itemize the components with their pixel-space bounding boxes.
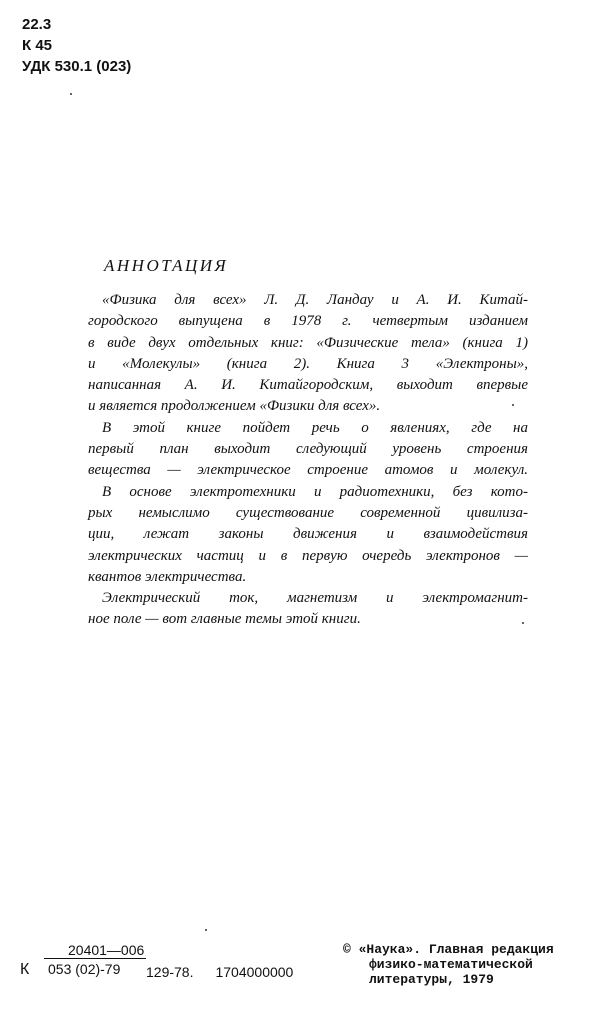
text-line: Электрический ток, магнетизм и электромагнит-	[102, 590, 528, 607]
udc-code: УДК 530.1 (023)	[22, 58, 132, 75]
imprint-denominator: 053 (02)-79	[48, 961, 121, 977]
imprint-letter: К	[20, 961, 30, 978]
bbk-code: 22.3	[22, 16, 52, 33]
publisher-line-1: © «Наука». Главная редакция	[343, 942, 554, 957]
abstract-paragraph-1	[88, 290, 528, 418]
text-line: ное поле — вот главные темы этой книги.	[88, 611, 361, 628]
text-line: городского выпущена в 1978 г. четвертым изданием	[88, 313, 528, 330]
text-line: и является продолжением «Физики для всех».	[88, 398, 381, 415]
publisher-copyright	[343, 942, 554, 987]
abstract-paragraph-3	[88, 588, 528, 631]
print-speck	[522, 622, 524, 624]
imprint-code-1: 129-78.	[146, 964, 194, 980]
text-line: в виде двух отдельных книг: «Физические тела» (книга 1)	[88, 334, 528, 351]
imprint-code-2: 1704000000	[215, 964, 294, 980]
text-line: рых немыслимо существование современной цивилиза-	[88, 504, 528, 521]
classification-codes	[22, 14, 131, 77]
imprint-codes	[146, 964, 315, 980]
publisher-line-3: литературы, 1979	[369, 972, 494, 987]
print-speck	[70, 93, 72, 95]
imprint-numerator: 20401—006	[44, 940, 146, 959]
text-line: вещества — электрическое строение атомов и молекул.	[88, 462, 528, 479]
text-line: написанная А. И. Китайгородским, выходит впервые	[88, 377, 528, 394]
print-speck	[512, 404, 514, 406]
author-mark: К 45	[22, 37, 53, 54]
imprint-fraction	[44, 940, 146, 977]
publisher-line-2: физико-математической	[369, 957, 533, 972]
text-line: В этой книге пойдет речь о явлениях, где на	[102, 419, 528, 436]
text-line: и «Молекулы» (книга 2). Книга 3 «Электроны»,	[88, 355, 528, 372]
text-line: ции, лежат законы движения и взаимодействия	[88, 526, 528, 543]
text-line: В основе электротехники и радиотехники, без кото-	[102, 483, 528, 500]
print-speck	[205, 929, 207, 931]
text-line: «Физика для всех» Л. Д. Ландау и А. И. Китай-	[102, 292, 528, 308]
abstract-text	[88, 290, 528, 631]
text-line: квантов электричества.	[88, 568, 247, 585]
text-line: электрических частиц и в первую очередь электронов —	[88, 547, 528, 564]
abstract-heading: АННОТАЦИЯ	[104, 256, 229, 275]
abstract-paragraph-2	[88, 418, 528, 588]
text-line: первый план выходит следующий уровень строения	[88, 441, 528, 458]
